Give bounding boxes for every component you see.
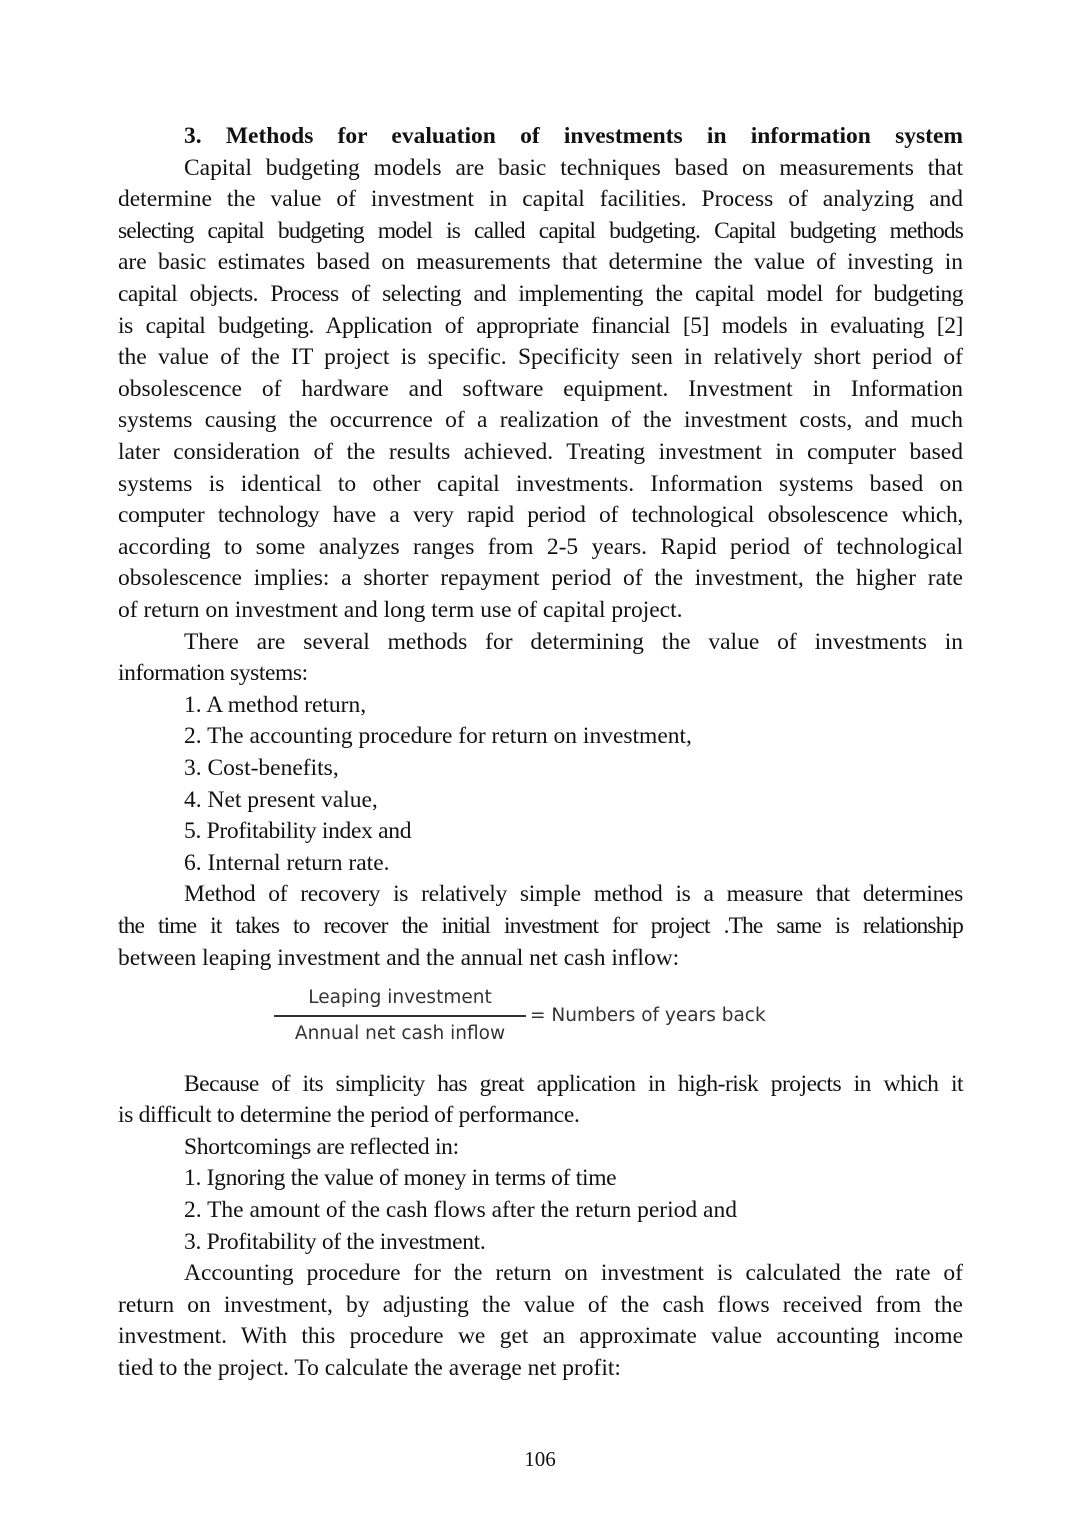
paragraph-5-line: Accounting procedure for the return on investment is calculated the rate of — [184, 1260, 963, 1287]
page-number: 106 — [524, 1447, 556, 1471]
paragraph-1-line: of return on investment and long term use of capital project. — [118, 597, 683, 623]
paragraph-1-line: systems is identical to other capital investments. Information systems based on — [118, 470, 963, 497]
paragraph-1-line: Capital budgeting models are basic techniques based on measurements that — [184, 154, 963, 181]
fraction-bar — [274, 1015, 526, 1017]
shortcomings-list-item: 2. The amount of the cash flows after the return period and — [184, 1197, 737, 1223]
methods-list-item: 6. Internal return rate. — [184, 849, 390, 876]
paragraph-1-line: later consideration of the results achieved. Treating investment in computer based — [118, 439, 963, 465]
paragraph-3-line: between leaping investment and the annual net cash inflow: — [118, 944, 680, 971]
paragraph-1-line: determine the value of investment in capital facilities. Process of analyzing and — [118, 186, 963, 213]
formula-denominator: Annual net cash inflow — [294, 1023, 506, 1044]
paragraph-1-line: obsolescence implies: a shorter repayment period of the investment, the higher rate — [118, 565, 963, 592]
methods-list-item: 2. The accounting procedure for return on investment, — [184, 723, 692, 750]
methods-list-item: 3. Cost-benefits, — [184, 755, 339, 781]
formula-numerator: Leaping investment — [308, 987, 492, 1008]
paragraph-1-line: capital objects. Process of selecting and implementing the capital model for budgeting — [118, 281, 963, 307]
methods-list-item: 4. Net present value, — [184, 786, 378, 813]
shortcomings-list-item: 3. Profitability of the investment. — [184, 1228, 486, 1255]
paragraph-1-line: selecting capital budgeting model is called capital budgeting. Capital budgeting methods — [118, 217, 963, 244]
paragraph-5-line: return on investment, by adjusting the value of the cash flows received from the — [118, 1291, 963, 1318]
formula-result: = Numbers of years back — [530, 1005, 766, 1026]
paragraph-1-line: obsolescence of hardware and software equipment. Investment in Information — [118, 375, 963, 402]
methods-list-item: 1. A method return, — [184, 691, 367, 718]
paragraph-4-line: Because of its simplicity has great application in high-risk projects in which it — [184, 1070, 963, 1097]
paragraph-3-line: Method of recovery is relatively simple method is a measure that determines — [184, 881, 963, 908]
shortcomings-intro: Shortcomings are reflected in: — [184, 1133, 459, 1160]
paragraph-1-line: according to some analyzes ranges from 2-5 years. Rapid period of technological — [118, 533, 963, 560]
methods-list-item: 5. Profitability index and — [184, 818, 412, 845]
paragraph-4-line: is difficult to determine the period of performance. — [118, 1102, 580, 1129]
paragraph-2-line: information systems: — [118, 660, 308, 687]
paragraph-1-line: the value of the IT project is specific. Specificity seen in relatively short period of — [118, 344, 963, 371]
paragraph-1-line: is capital budgeting. Application of appropriate financial [5] models in evaluating [2] — [118, 312, 963, 339]
paragraph-3-line: the time it takes to recover the initial investment for project .The same is relationship — [118, 913, 963, 939]
paragraph-5-line: tied to the project. To calculate the average net profit: — [118, 1355, 621, 1381]
shortcomings-list-item: 1. Ignoring the value of money in terms of time — [184, 1165, 617, 1192]
paragraph-1-line: computer technology have a very rapid period of technological obsolescence which, — [118, 502, 963, 529]
section-heading: 3. Methods for evaluation of investments in information system — [184, 123, 963, 149]
paragraph-1-line: systems causing the occurrence of a realization of the investment costs, and much — [118, 407, 963, 434]
paragraph-2-line: There are several methods for determining the value of investments in — [184, 628, 963, 655]
paragraph-1-line: are basic estimates based on measurements that determine the value of investing in — [118, 249, 963, 276]
paragraph-5-line: investment. With this procedure we get an approximate value accounting income — [118, 1323, 963, 1350]
